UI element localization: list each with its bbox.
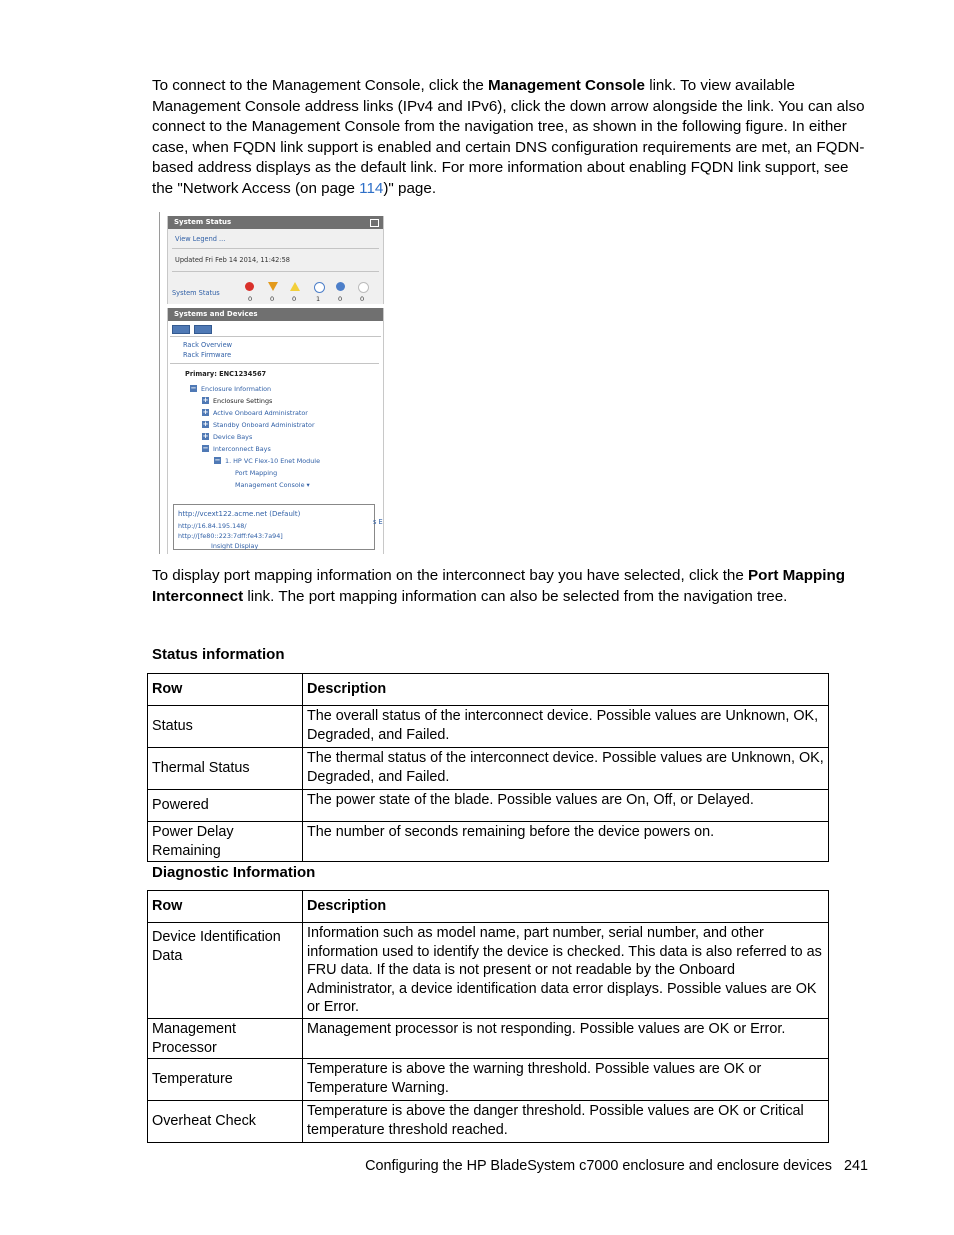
table-header-row [148, 891, 829, 923]
tree-vc-module[interactable]: 1. HP VC Flex-10 Enet Module [225, 457, 321, 465]
primary-enclosure: Primary: ENC1234567 [185, 370, 267, 378]
row-description: Temperature is above the danger threshold. Possible values are OK or Critical temperature threshold reached. [303, 1101, 829, 1143]
tree-device-bays[interactable]: Device Bays [213, 433, 253, 441]
col-row-header: Row [148, 891, 303, 923]
row-description: The number of seconds remaining before the device powers on. [303, 822, 829, 862]
status-info-table [147, 673, 829, 862]
tree-enclosure-information[interactable]: Enclosure Information [201, 385, 272, 393]
expand-icon[interactable]: + [202, 432, 209, 440]
ipv6-url-option[interactable]: http://[fe80::223:7dff:fe43:7a94] [178, 532, 283, 540]
updated-timestamp: Updated Fri Feb 14 2014, 11:42:58 [175, 256, 290, 264]
diagnostic-info-heading: Diagnostic Information [152, 864, 316, 881]
disabled-count: 0 [360, 295, 365, 303]
intro-text-2: link. To view available Management Console address links (IPv4 and IPv6), click the down arrow alongside the link. You can also connect to the Management Console from the navigation tree, as shown in the following figure. In either case, when FQDN link support is enabled and certain DNS configuration requirements are met, an FQDN-based address displays as the default link. For more information about enabling FQDN link support, see the "Network Access (on page [152, 77, 865, 197]
col-description-header: Description [303, 891, 829, 923]
table-row [148, 1059, 829, 1101]
management-console-term: Management Console [488, 77, 645, 94]
systems-devices-panel [167, 308, 384, 554]
table-row [148, 790, 829, 822]
collapse-icon[interactable]: − [214, 456, 221, 464]
system-status-header [168, 216, 383, 229]
row-label: Thermal Status [148, 748, 303, 790]
status-info-heading: Status information [152, 646, 285, 663]
system-status-panel [167, 216, 384, 304]
table-header-row [148, 674, 829, 706]
port-mapping-paragraph [152, 566, 872, 607]
expand-all-button[interactable] [172, 325, 190, 334]
table-row [148, 1018, 829, 1058]
expand-icon[interactable]: + [202, 408, 209, 416]
table-row [148, 1101, 829, 1143]
table-row [148, 706, 829, 748]
collapse-icon[interactable]: − [190, 384, 197, 392]
critical-count: 0 [248, 295, 253, 303]
chevron-down-icon[interactable]: ▾ [306, 481, 310, 489]
intro-text-3: )" page. [383, 179, 437, 197]
expand-icon[interactable]: + [202, 396, 209, 404]
tree-interconnect-bays[interactable]: Interconnect Bays [213, 445, 271, 453]
para2-text-2: link. The port mapping information can also be selected from the navigation tree. [243, 587, 788, 605]
tree-active-oa[interactable]: Active Onboard Administrator [213, 409, 308, 417]
col-row-header: Row [148, 674, 303, 706]
page-number: 241 [843, 1158, 868, 1174]
tree-management-console[interactable] [235, 481, 310, 489]
row-label: Device Identification Data [148, 923, 303, 1019]
page-114-link[interactable]: 114 [359, 179, 384, 197]
rack-firmware-link[interactable]: Rack Firmware [183, 351, 232, 359]
console-address-dropdown [173, 504, 375, 550]
page-footer [365, 1158, 868, 1174]
ipv4-url-option[interactable]: http://16.84.195.148/ [178, 522, 247, 530]
footer-title: Configuring the HP BladeSystem c7000 enclosure and enclosure devices [365, 1158, 832, 1174]
warning-icon [268, 282, 278, 291]
info-count: 1 [316, 295, 321, 303]
critical-icon [245, 282, 254, 291]
default-url-option[interactable]: http://vcext122.acme.net (Default) [178, 510, 301, 518]
system-status-title: System Status [174, 218, 232, 226]
expand-icon[interactable]: + [202, 420, 209, 428]
tree-port-mapping[interactable]: Port Mapping [235, 469, 278, 477]
intro-text-1: To connect to the Management Console, click the [152, 77, 488, 94]
row-label: Temperature [148, 1059, 303, 1101]
rack-overview-link[interactable]: Rack Overview [183, 341, 233, 349]
row-description: Information such as model name, part number, serial number, and other information used to identify the device is checked. This data is also referred to as FRU data. If the data is not present or not readable by the Onboard Administrator, a device identification data error displays. Possible values are OK or Error. [303, 923, 829, 1019]
tree-insight-display[interactable]: Insight Display [211, 542, 259, 550]
row-label: Power Delay Remaining [148, 822, 303, 862]
intro-paragraph [152, 76, 872, 200]
view-legend-link[interactable]: View Legend ... [175, 235, 226, 243]
tree-enclosure-settings[interactable]: Enclosure Settings [213, 397, 273, 405]
row-description: The overall status of the interconnect device. Possible values are Unknown, OK, Degraded, and Failed. [303, 706, 829, 748]
row-label: Management Processor [148, 1018, 303, 1058]
tree-standby-oa[interactable]: Standby Onboard Administrator [213, 421, 315, 429]
collapse-all-button[interactable] [194, 325, 212, 334]
minimize-icon[interactable] [370, 219, 379, 227]
row-label: Powered [148, 790, 303, 822]
truncated-text: s E [373, 518, 383, 526]
row-description: The thermal status of the interconnect device. Possible values are Unknown, OK, Degraded, and Failed. [303, 748, 829, 790]
row-description: Management processor is not responding. Possible values are OK or Error. [303, 1018, 829, 1058]
diagnostic-info-table [147, 890, 829, 1143]
warning-count: 0 [270, 295, 275, 303]
table-row [148, 822, 829, 862]
row-label: Status [148, 706, 303, 748]
table-row [148, 748, 829, 790]
port-mapping-term: Port Mapping Interconnect [152, 567, 846, 605]
management-console-link[interactable]: Management Console [235, 481, 305, 489]
caution-count: 0 [292, 295, 297, 303]
collapse-icon[interactable]: − [202, 444, 209, 452]
systems-devices-title: Systems and Devices [168, 308, 383, 321]
para2-text-1: To display port mapping information on the interconnect bay you have selected, click the [152, 567, 749, 584]
table-row [148, 923, 829, 1019]
row-description: Temperature is above the warning threshold. Possible values are OK or Temperature Warning. [303, 1059, 829, 1101]
col-description-header: Description [303, 674, 829, 706]
row-description: The power state of the blade. Possible values are On, Off, or Delayed. [303, 790, 829, 822]
unknown-icon [336, 282, 345, 291]
unknown-count: 0 [338, 295, 343, 303]
info-icon [314, 282, 325, 293]
oa-screenshot-figure [159, 212, 383, 554]
caution-icon [290, 282, 300, 291]
row-label: Overheat Check [148, 1101, 303, 1143]
disabled-icon [358, 282, 369, 293]
system-status-label[interactable]: System Status [172, 289, 220, 297]
